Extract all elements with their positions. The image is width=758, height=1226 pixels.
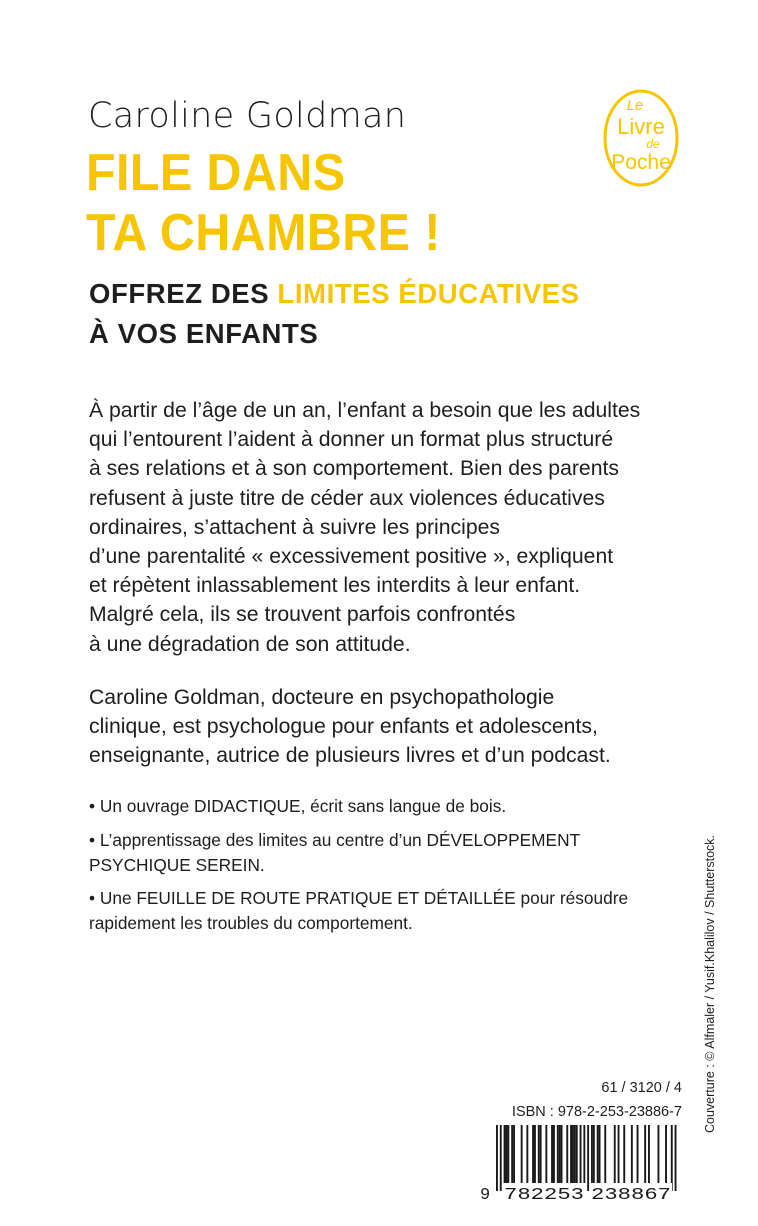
highlight-item: • Un ouvrage DIDACTIQUE, écrit sans langue de bois. [89,796,507,816]
price-code: 61 / 3120 / 4 [601,1080,682,1096]
barcode-bar [500,1125,502,1191]
barcode-bar [597,1125,599,1183]
back-cover-text [89,396,729,794]
subtitle-line-2: À VOS ENFANTS [89,318,319,349]
author-name: Caroline Goldman [88,96,407,136]
barcode-bar [511,1125,513,1183]
barcode-bar [551,1125,553,1183]
barcode-bar [614,1125,616,1183]
barcode-bar [583,1125,585,1191]
book-title [86,143,441,263]
barcode-bar [506,1125,508,1183]
logo-de: de [646,137,660,151]
highlight-item: • L’apprentissage des limites au centre d’un DÉVELOPPEMENT PSYCHIQUE SEREIN. [89,829,581,875]
barcode-bar [604,1125,606,1183]
barcode-bar [644,1125,646,1183]
barcode-bar [587,1125,589,1191]
barcode-bar [618,1125,620,1183]
barcode-bar [637,1125,639,1183]
barcode-bar [553,1125,555,1183]
barcode-bar [675,1125,677,1191]
barcode-bar [540,1125,542,1183]
highlights-list [89,794,689,945]
barcode-bar [599,1125,601,1183]
title-line-1: FILE DANS [86,144,346,202]
barcode-bars [496,1125,677,1191]
isbn: ISBN : 978-2-253-23886-7 [511,1104,682,1120]
barcode-digits-group-2: 238867 [591,1186,671,1201]
author-bio-paragraph: Caroline Goldman, docteure en psychopathologie clinique, est psychologue pour enfants et adolescents, enseignante, autrice de plusieurs livres et d’un podcast. [89,685,611,768]
barcode-bar [496,1125,498,1191]
barcode-bar [557,1125,559,1183]
barcode-bar [580,1125,582,1183]
barcode-bar [532,1125,534,1183]
barcode-bar [545,1125,547,1183]
barcode-bar [574,1125,576,1183]
barcode-bar [559,1125,561,1183]
barcode-bar [561,1125,563,1183]
book-subtitle [89,274,580,354]
barcode-first-digit: 9 [480,1186,491,1201]
logo-le: Le [626,97,644,114]
barcode-bar [538,1125,540,1183]
barcode-bar [570,1125,572,1183]
subtitle-part-1: OFFREZ DES [89,278,278,309]
barcode-bar [507,1125,509,1183]
barcode-bar [526,1125,528,1183]
subtitle-highlight: LIMITES ÉDUCATIVES [277,278,580,309]
product-codes [512,1076,682,1124]
barcode-bar [591,1125,593,1183]
summary-paragraph: À partir de l’âge de un an, l’enfant a besoin que les adultes qui l’entourent l’aident à donner un format plus structuré à ses relations et à son comportement. Bien des parents refusent à juste titre de céder aux violences éducatives ordinaires, s’attachent à suivre les principes d’une parentalité « excessivement positive », expliquent et répètent inlassablement les interdits à leur enfant. Malgré cela, ils se trouvent parfois confrontés à une dégradation de son attitude. [89,399,641,656]
barcode-bar [671,1125,673,1191]
subtitle-line-1 [89,274,580,314]
le-livre-de-poche-logo [602,88,680,188]
title-line-2: TA CHAMBRE ! [86,204,441,262]
barcode-bar [521,1125,523,1183]
highlight-item: • Une FEUILLE DE ROUTE PRATIQUE ET DÉTAILLÉE pour résoudre rapidement les troubles du comportement. [89,888,629,934]
barcode-bar [572,1125,574,1183]
barcode-bar [566,1125,568,1183]
barcode-bar [593,1125,595,1183]
cover-credit: Couverture : © Alfmaler / Yusif.Khalilov / Shutterstock. [703,835,717,1133]
barcode-bar [665,1125,667,1183]
barcode-bar [534,1125,536,1183]
barcode-bar [648,1125,650,1183]
logo-poche: Poche [611,151,671,174]
barcode-bar [504,1125,506,1183]
barcode-bar [513,1125,515,1183]
barcode-bar [658,1125,660,1183]
barcode-digits-group-1: 782253 [504,1186,584,1201]
barcode-bar [631,1125,633,1183]
isbn-barcode [478,1125,686,1201]
logo-livre: Livre [617,114,665,139]
barcode-bar [623,1125,625,1183]
barcode-bar [576,1125,578,1183]
